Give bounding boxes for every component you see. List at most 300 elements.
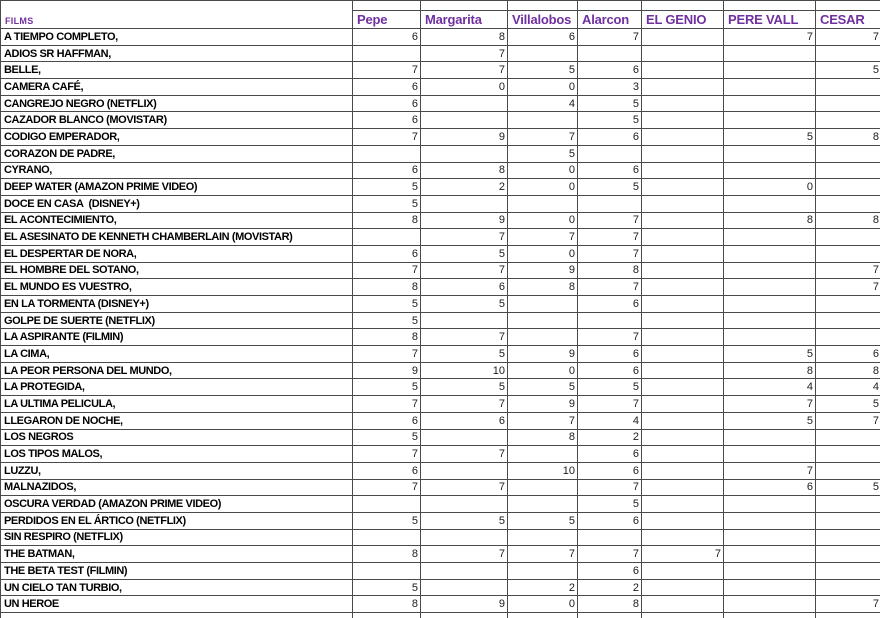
score-cell[interactable]: 9: [508, 263, 578, 279]
film-title-cell[interactable]: LA PROTEGIDA,: [1, 379, 353, 395]
score-cell[interactable]: 5: [872, 481, 879, 494]
film-title-cell[interactable]: CORAZON DE PADRE,: [1, 146, 353, 162]
score-cell[interactable]: [508, 313, 578, 329]
film-title-cell[interactable]: EN LA TORMENTA (DISNEY+): [1, 296, 353, 312]
score-cell[interactable]: [816, 563, 880, 579]
score-cell[interactable]: [724, 446, 816, 462]
score-cell[interactable]: [508, 196, 578, 212]
score-cell[interactable]: 2: [578, 430, 642, 446]
score-cell[interactable]: [816, 580, 880, 596]
score-cell[interactable]: 9: [353, 363, 421, 379]
score-cell[interactable]: [642, 213, 724, 229]
film-title-cell[interactable]: MALNAZIDOS,: [1, 480, 353, 496]
score-cell[interactable]: [642, 246, 724, 262]
score-cell[interactable]: 5: [508, 379, 578, 395]
score-cell[interactable]: [642, 329, 724, 345]
score-cell[interactable]: 7: [724, 29, 816, 45]
score-cell[interactable]: 8: [353, 596, 421, 612]
score-cell[interactable]: [816, 463, 880, 479]
score-cell[interactable]: [724, 79, 816, 95]
score-cell[interactable]: [508, 112, 578, 128]
score-cell[interactable]: 7: [353, 480, 421, 496]
score-cell[interactable]: [816, 79, 880, 95]
score-cell[interactable]: [724, 329, 816, 345]
score-cell[interactable]: 2: [578, 580, 642, 596]
score-cell[interactable]: [642, 112, 724, 128]
score-cell[interactable]: 6: [578, 346, 642, 362]
score-cell[interactable]: 8: [353, 279, 421, 295]
score-cell[interactable]: [353, 496, 421, 512]
score-cell[interactable]: 8: [872, 364, 879, 377]
score-cell[interactable]: 0: [508, 596, 578, 612]
score-cell[interactable]: 5: [724, 346, 816, 362]
score-cell[interactable]: 6: [578, 62, 642, 78]
score-cell[interactable]: [816, 229, 880, 245]
empty-cell: [508, 613, 578, 618]
score-cell[interactable]: 7: [872, 598, 879, 611]
score-cell[interactable]: [724, 430, 816, 446]
score-cell[interactable]: 5: [353, 179, 421, 195]
score-cell[interactable]: 8: [353, 546, 421, 562]
score-cell[interactable]: [816, 46, 880, 62]
score-cell[interactable]: 7: [578, 246, 642, 262]
score-cell[interactable]: 8: [421, 29, 508, 45]
column-header-label: Pepe: [357, 12, 388, 27]
film-title-cell[interactable]: UN CIELO TAN TURBIO,: [1, 580, 353, 596]
film-title-cell[interactable]: LUZZU,: [1, 463, 353, 479]
score-cell[interactable]: 6: [421, 413, 508, 429]
score-cell[interactable]: 7: [578, 396, 642, 412]
film-title-cell[interactable]: EL DESPERTAR DE NORA,: [1, 246, 353, 262]
score-cell[interactable]: 9: [508, 346, 578, 362]
score-cell[interactable]: [508, 329, 578, 345]
score-cell[interactable]: 0: [508, 213, 578, 229]
score-cell[interactable]: 7: [578, 213, 642, 229]
score-cell[interactable]: [508, 480, 578, 496]
film-title-cell[interactable]: LLEGARON DE NOCHE,: [1, 413, 353, 429]
score-cell[interactable]: 2: [421, 179, 508, 195]
score-cell[interactable]: 5: [421, 246, 508, 262]
score-cell[interactable]: [642, 530, 724, 546]
score-cell[interactable]: [724, 246, 816, 262]
film-title-cell[interactable]: CAZADOR BLANCO (MOVISTAR): [1, 112, 353, 128]
score-cell[interactable]: 8: [353, 213, 421, 229]
score-cell[interactable]: 7: [353, 263, 421, 279]
score-cell[interactable]: 5: [508, 513, 578, 529]
score-cell[interactable]: [642, 346, 724, 362]
score-cell[interactable]: [353, 146, 421, 162]
score-cell[interactable]: 6: [508, 29, 578, 45]
score-cell[interactable]: [816, 163, 880, 179]
film-title-cell[interactable]: EL HOMBRE DEL SOTANO,: [1, 263, 353, 279]
header-top-spacer: [353, 1, 420, 11]
score-cell[interactable]: 4: [724, 379, 816, 395]
score-cell[interactable]: [421, 96, 508, 112]
score-cell[interactable]: [642, 196, 724, 212]
score-cell[interactable]: [724, 313, 816, 329]
score-cell[interactable]: 7: [872, 414, 879, 427]
empty-cell: [816, 613, 880, 618]
score-cell[interactable]: [724, 196, 816, 212]
film-title-cell[interactable]: LA PEOR PERSONA DEL MUNDO,: [1, 363, 353, 379]
film-title-cell[interactable]: LA CIMA,: [1, 346, 353, 362]
film-title-cell[interactable]: UN HEROE: [1, 596, 353, 612]
score-cell[interactable]: [642, 296, 724, 312]
score-cell[interactable]: 7: [421, 263, 508, 279]
score-cell[interactable]: [421, 196, 508, 212]
score-cell[interactable]: [578, 46, 642, 62]
score-cell[interactable]: 8: [872, 130, 879, 143]
table-row: [1, 430, 880, 447]
score-cell[interactable]: [724, 296, 816, 312]
score-cell[interactable]: 5: [724, 129, 816, 145]
score-cell[interactable]: 7: [421, 46, 508, 62]
film-title-cell[interactable]: EL MUNDO ES VUESTRO,: [1, 279, 353, 295]
score-cell[interactable]: 5: [578, 496, 642, 512]
score-cell[interactable]: [724, 563, 816, 579]
score-cell[interactable]: 5: [421, 346, 508, 362]
score-cell[interactable]: 8: [421, 163, 508, 179]
score-cell[interactable]: 6: [353, 463, 421, 479]
column-header-alarcon[interactable]: [578, 1, 642, 28]
score-cell[interactable]: 9: [421, 596, 508, 612]
score-cell[interactable]: 7: [353, 396, 421, 412]
score-cell[interactable]: [816, 246, 880, 262]
score-cell[interactable]: [642, 446, 724, 462]
score-cell[interactable]: 7: [578, 480, 642, 496]
column-header-pere-vall[interactable]: [724, 1, 816, 28]
score-cell[interactable]: [353, 46, 421, 62]
score-cell[interactable]: 5: [353, 379, 421, 395]
score-cell[interactable]: [724, 96, 816, 112]
score-cell[interactable]: 6: [578, 513, 642, 529]
score-cell[interactable]: [642, 430, 724, 446]
header-top-spacer: [724, 1, 815, 11]
table-row: [1, 379, 880, 396]
score-cell[interactable]: 7: [421, 546, 508, 562]
film-title-cell[interactable]: CODIGO EMPERADOR,: [1, 129, 353, 145]
score-cell[interactable]: [421, 496, 508, 512]
score-cell[interactable]: 5: [353, 196, 421, 212]
score-cell[interactable]: [642, 62, 724, 78]
score-cell[interactable]: [724, 146, 816, 162]
score-cell[interactable]: [724, 163, 816, 179]
score-cell[interactable]: 4: [872, 381, 879, 394]
score-cell[interactable]: 8: [578, 263, 642, 279]
table-row: [1, 329, 880, 346]
score-cell[interactable]: 7: [578, 279, 642, 295]
score-cell[interactable]: 5: [578, 112, 642, 128]
score-cell[interactable]: [421, 530, 508, 546]
film-title-cell[interactable]: LOS NEGROS: [1, 430, 353, 446]
score-cell[interactable]: [724, 496, 816, 512]
score-cell[interactable]: [578, 530, 642, 546]
table-row: [1, 596, 880, 613]
score-cell[interactable]: 6: [353, 112, 421, 128]
score-cell[interactable]: [421, 563, 508, 579]
score-cell[interactable]: 7: [353, 346, 421, 362]
score-cell[interactable]: [724, 263, 816, 279]
score-cell[interactable]: 6: [353, 96, 421, 112]
score-cell[interactable]: 0: [724, 179, 816, 195]
score-cell[interactable]: [816, 430, 880, 446]
score-cell[interactable]: 5: [724, 413, 816, 429]
film-title-cell[interactable]: GOLPE DE SUERTE (NETFLIX): [1, 313, 353, 329]
score-cell[interactable]: [578, 313, 642, 329]
score-cell[interactable]: 7: [578, 29, 642, 45]
score-cell[interactable]: [508, 530, 578, 546]
score-cell[interactable]: 6: [353, 29, 421, 45]
score-cell[interactable]: 7: [872, 264, 879, 277]
score-cell[interactable]: 5: [872, 397, 879, 410]
film-title-cell[interactable]: CAMERA CAFÉ,: [1, 79, 353, 95]
score-cell[interactable]: [816, 530, 880, 546]
score-cell[interactable]: [642, 463, 724, 479]
score-cell[interactable]: [816, 96, 880, 112]
score-cell[interactable]: [642, 79, 724, 95]
score-cell[interactable]: [816, 179, 880, 195]
score-cell[interactable]: 6: [872, 347, 879, 360]
score-cell[interactable]: 5: [353, 430, 421, 446]
film-title-cell[interactable]: EL ASESINATO DE KENNETH CHAMBERLAIN (MOVISTAR): [1, 229, 353, 245]
score-cell[interactable]: 7: [353, 62, 421, 78]
score-cell[interactable]: 5: [872, 64, 879, 77]
score-cell[interactable]: [816, 496, 880, 512]
score-cell[interactable]: [816, 112, 880, 128]
score-cell[interactable]: [724, 513, 816, 529]
score-cell[interactable]: 7: [508, 546, 578, 562]
score-cell[interactable]: [508, 446, 578, 462]
score-cell[interactable]: 5: [421, 296, 508, 312]
score-cell[interactable]: [421, 430, 508, 446]
score-cell[interactable]: 5: [578, 179, 642, 195]
score-cell[interactable]: [421, 313, 508, 329]
score-cell[interactable]: [642, 129, 724, 145]
score-cell[interactable]: 5: [508, 146, 578, 162]
film-title-cell[interactable]: ADIOS SR HAFFMAN,: [1, 46, 353, 62]
score-cell[interactable]: 4: [578, 413, 642, 429]
film-title-cell[interactable]: SIN RESPIRO (NETFLIX): [1, 530, 353, 546]
score-cell[interactable]: [816, 513, 880, 529]
score-cell[interactable]: 9: [508, 396, 578, 412]
score-cell[interactable]: [816, 446, 880, 462]
column-header-villalobos[interactable]: [508, 1, 578, 28]
score-cell[interactable]: [578, 196, 642, 212]
score-cell[interactable]: 8: [353, 329, 421, 345]
film-title-cell[interactable]: DOCE EN CASA (DISNEY+): [1, 196, 353, 212]
film-title-cell[interactable]: LA ULTIMA PELICULA,: [1, 396, 353, 412]
score-cell[interactable]: 5: [353, 580, 421, 596]
column-header-margarita[interactable]: [421, 1, 508, 28]
score-cell[interactable]: 8: [508, 430, 578, 446]
score-cell[interactable]: [724, 530, 816, 546]
score-cell[interactable]: 7: [872, 281, 879, 294]
score-cell[interactable]: [508, 563, 578, 579]
score-cell[interactable]: 7: [508, 129, 578, 145]
score-cell[interactable]: [816, 296, 880, 312]
score-cell[interactable]: [642, 363, 724, 379]
score-cell[interactable]: [642, 480, 724, 496]
score-cell[interactable]: 3: [578, 79, 642, 95]
column-header-label: Villalobos: [512, 12, 572, 27]
score-cell[interactable]: [353, 563, 421, 579]
score-cell[interactable]: [724, 62, 816, 78]
score-cell[interactable]: [724, 229, 816, 245]
score-cell[interactable]: [724, 279, 816, 295]
score-cell[interactable]: 7: [421, 229, 508, 245]
score-cell[interactable]: [353, 530, 421, 546]
score-cell[interactable]: [816, 146, 880, 162]
score-cell[interactable]: [816, 313, 880, 329]
score-cell[interactable]: 6: [578, 563, 642, 579]
column-header-el-genio[interactable]: [642, 1, 724, 28]
score-cell[interactable]: [642, 263, 724, 279]
score-cell[interactable]: [724, 46, 816, 62]
score-cell[interactable]: [724, 112, 816, 128]
score-cell[interactable]: [421, 580, 508, 596]
film-title-cell[interactable]: DEEP WATER (AMAZON PRIME VIDEO): [1, 179, 353, 195]
score-cell[interactable]: [508, 296, 578, 312]
score-cell[interactable]: 5: [508, 62, 578, 78]
score-cell[interactable]: [724, 546, 816, 562]
score-cell[interactable]: [642, 279, 724, 295]
score-cell[interactable]: 7: [421, 396, 508, 412]
score-cell[interactable]: [642, 163, 724, 179]
score-cell[interactable]: 2: [508, 580, 578, 596]
film-title-cell[interactable]: CYRANO,: [1, 163, 353, 179]
score-cell[interactable]: [642, 229, 724, 245]
score-cell[interactable]: 0: [508, 179, 578, 195]
score-cell[interactable]: 5: [353, 296, 421, 312]
score-cell[interactable]: 6: [353, 79, 421, 95]
score-cell[interactable]: [642, 596, 724, 612]
score-cell[interactable]: [642, 96, 724, 112]
score-cell[interactable]: 6: [578, 363, 642, 379]
score-cell[interactable]: [724, 596, 816, 612]
score-cell[interactable]: 6: [578, 129, 642, 145]
score-cell[interactable]: [816, 546, 880, 562]
column-header-pepe[interactable]: [353, 1, 421, 28]
score-cell[interactable]: 5: [353, 513, 421, 529]
film-title-cell[interactable]: THE BATMAN,: [1, 546, 353, 562]
score-cell[interactable]: 7: [421, 329, 508, 345]
score-cell[interactable]: 7: [421, 62, 508, 78]
score-cell[interactable]: [508, 46, 578, 62]
film-title-cell[interactable]: EL ACONTECIMIENTO,: [1, 213, 353, 229]
score-cell[interactable]: 7: [353, 446, 421, 462]
score-cell[interactable]: [353, 229, 421, 245]
score-cell[interactable]: 5: [421, 513, 508, 529]
score-cell[interactable]: [642, 146, 724, 162]
score-cell[interactable]: 8: [724, 363, 816, 379]
score-cell[interactable]: [642, 179, 724, 195]
score-cell[interactable]: 8: [724, 213, 816, 229]
score-cell[interactable]: 7: [508, 413, 578, 429]
score-cell[interactable]: 7: [421, 480, 508, 496]
film-title-cell[interactable]: OSCURA VERDAD (AMAZON PRIME VIDEO): [1, 496, 353, 512]
score-cell[interactable]: [642, 563, 724, 579]
film-title-cell[interactable]: LA ASPIRANTE (FILMIN): [1, 329, 353, 345]
score-cell[interactable]: 10: [421, 363, 508, 379]
score-cell[interactable]: 6: [421, 279, 508, 295]
score-cell[interactable]: [421, 112, 508, 128]
film-title-cell[interactable]: THE BETA TEST (FILMIN): [1, 563, 353, 579]
score-cell[interactable]: [642, 513, 724, 529]
table-row: [1, 496, 880, 513]
score-cell[interactable]: [642, 379, 724, 395]
film-title-cell[interactable]: CANGREJO NEGRO (NETFLIX): [1, 96, 353, 112]
score-cell[interactable]: 0: [508, 163, 578, 179]
score-cell[interactable]: 6: [353, 246, 421, 262]
film-title-cell[interactable]: LOS TIPOS MALOS,: [1, 446, 353, 462]
score-cell[interactable]: [816, 196, 880, 212]
score-cell[interactable]: [642, 396, 724, 412]
score-cell[interactable]: 6: [578, 296, 642, 312]
film-title-cell[interactable]: A TIEMPO COMPLETO,: [1, 29, 353, 45]
score-cell[interactable]: 5: [353, 313, 421, 329]
score-cell[interactable]: 10: [508, 463, 578, 479]
score-cell[interactable]: 7: [724, 396, 816, 412]
score-cell[interactable]: 8: [508, 279, 578, 295]
score-cell[interactable]: 0: [508, 363, 578, 379]
score-cell[interactable]: 7: [872, 30, 879, 43]
score-cell[interactable]: [578, 146, 642, 162]
films-header-cell[interactable]: [1, 1, 353, 28]
score-cell[interactable]: 0: [421, 79, 508, 95]
score-cell[interactable]: 7: [724, 463, 816, 479]
score-cell[interactable]: 7: [578, 229, 642, 245]
score-cell[interactable]: 6: [578, 446, 642, 462]
score-cell[interactable]: [724, 580, 816, 596]
score-cell[interactable]: [642, 46, 724, 62]
score-cell[interactable]: 0: [508, 246, 578, 262]
score-cell[interactable]: [642, 29, 724, 45]
score-cell[interactable]: 9: [421, 213, 508, 229]
score-cell[interactable]: [508, 496, 578, 512]
score-cell[interactable]: 6: [578, 163, 642, 179]
score-cell[interactable]: 7: [508, 229, 578, 245]
score-cell[interactable]: [642, 496, 724, 512]
score-cell[interactable]: 6: [353, 413, 421, 429]
score-cell[interactable]: 5: [578, 379, 642, 395]
score-cell[interactable]: 7: [353, 129, 421, 145]
score-cell[interactable]: [642, 413, 724, 429]
score-cell[interactable]: 6: [578, 463, 642, 479]
score-cell[interactable]: 8: [872, 214, 879, 227]
film-title-cell[interactable]: PERDIDOS EN EL ÁRTICO (NETFLIX): [1, 513, 353, 529]
score-cell[interactable]: [816, 329, 880, 345]
film-title-cell[interactable]: BELLE,: [1, 62, 353, 78]
empty-cell: [724, 613, 816, 618]
score-cell[interactable]: 5: [421, 379, 508, 395]
column-header-cesar[interactable]: [816, 1, 880, 28]
score-cell[interactable]: [421, 463, 508, 479]
score-cell[interactable]: [421, 146, 508, 162]
score-cell[interactable]: [642, 313, 724, 329]
score-cell[interactable]: 7: [578, 546, 642, 562]
score-cell[interactable]: 7: [421, 446, 508, 462]
score-cell[interactable]: 7: [578, 329, 642, 345]
score-cell[interactable]: 0: [508, 79, 578, 95]
score-cell[interactable]: 9: [421, 129, 508, 145]
score-cell[interactable]: 8: [578, 596, 642, 612]
score-cell[interactable]: [642, 580, 724, 596]
score-cell[interactable]: 6: [353, 163, 421, 179]
score-cell[interactable]: 7: [642, 546, 724, 562]
score-cell[interactable]: 5: [578, 96, 642, 112]
score-cell[interactable]: 6: [724, 480, 816, 496]
score-cell[interactable]: 4: [508, 96, 578, 112]
